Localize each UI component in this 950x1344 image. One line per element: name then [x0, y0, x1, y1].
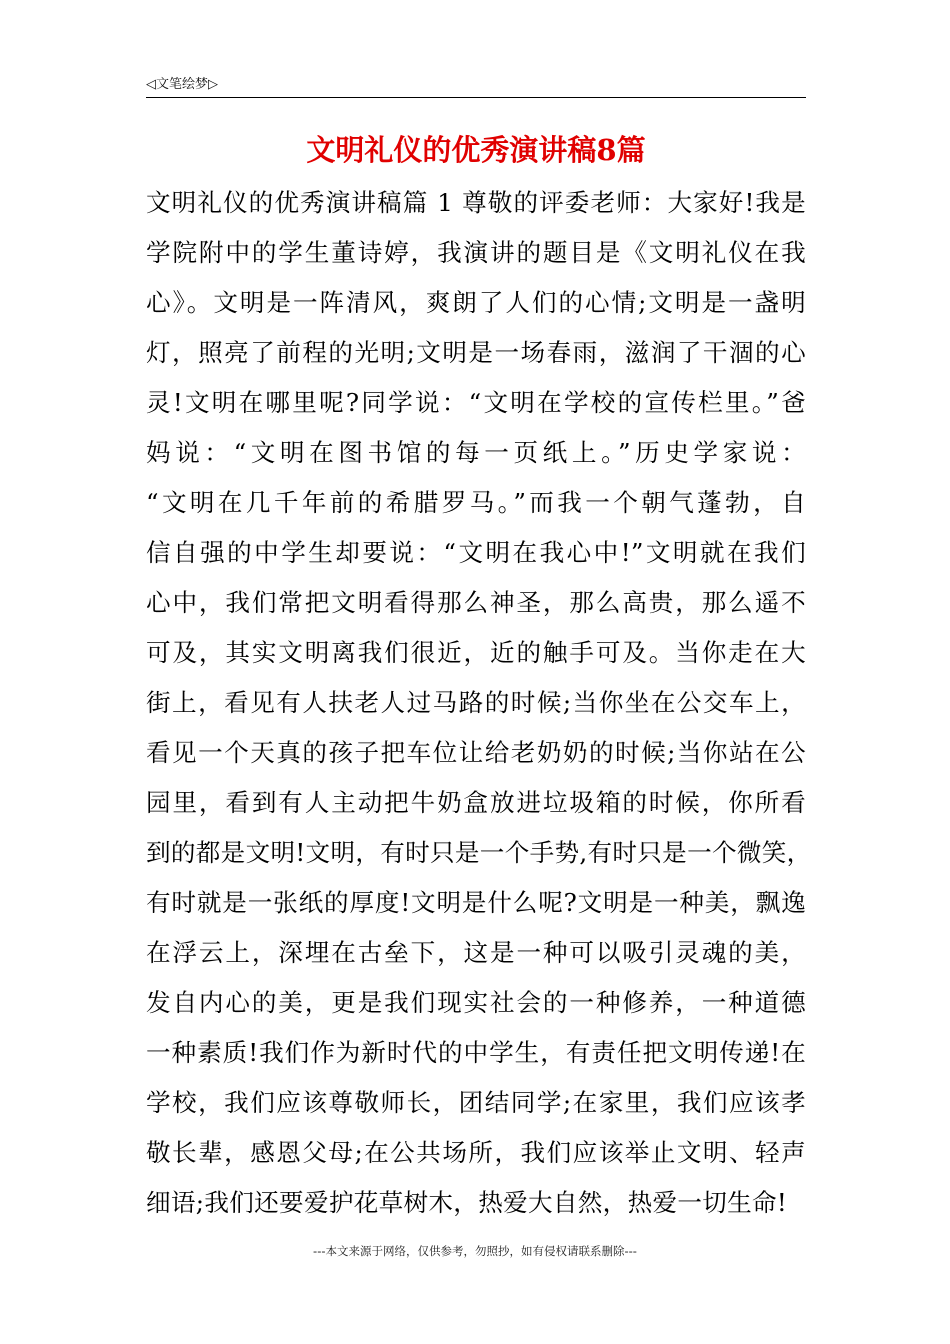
- body-line: 细语;我们还要爱护花草树木，热爱大自然，热爱一切生命!: [146, 1188, 788, 1217]
- body-line: 有时就是一张纸的厚度!文明是什么呢?文明是一种美，飘逸: [146, 888, 806, 917]
- body-line: 到的都是文明!文明，有时只是一个手势,有时只是一个微笑，: [146, 838, 812, 867]
- body-line: 心中，我们常把文明看得那么神圣，那么高贵，那么遥不: [146, 588, 806, 617]
- body-line: 文明礼仪的优秀演讲稿篇 1 尊敬的评委老师：大家好!我是: [146, 188, 806, 217]
- body-line: 在浮云上，深埋在古垒下，这是一种可以吸引灵魂的美，: [146, 938, 806, 967]
- body-line: 一种素质!我们作为新时代的中学生，有责任把文明传递!在: [146, 1038, 806, 1067]
- body-line: 学院附中的学生董诗婷，我演讲的题目是《文明礼仪在我: [146, 238, 806, 267]
- page-footer-disclaimer: ---本文来源于网络，仅供参考，勿照抄，如有侵权请联系删除---: [313, 1244, 637, 1258]
- body-line: 学校，我们应该尊敬师长，团结同学;在家里，我们应该孝: [146, 1088, 806, 1117]
- page-header-label: ◁文笔绘梦▷: [146, 77, 218, 92]
- body-line: 街上，看见有人扶老人过马路的时候;当你坐在公交车上，: [146, 688, 806, 717]
- body-line: 发自内心的美，更是我们现实社会的一种修养，一种道德: [146, 988, 806, 1017]
- body-line: 园里，看到有人主动把牛奶盒放进垃圾箱的时候，你所看: [146, 788, 806, 817]
- body-line: 心》。文明是一阵清风，爽朗了人们的心情;文明是一盏明: [146, 288, 806, 317]
- body-line: 灯，照亮了前程的光明;文明是一场春雨，滋润了干涸的心: [146, 338, 806, 367]
- body-line: 敬长辈，感恩父母;在公共场所，我们应该举止文明、轻声: [146, 1138, 806, 1167]
- body-line: 看见一个天真的孩子把车位让给老奶奶的时候;当你站在公: [146, 738, 806, 767]
- document-body: [146, 178, 812, 1228]
- header-divider: [146, 97, 806, 98]
- body-line: 妈说：“文明在图书馆的每一页纸上。”历史学家说：: [146, 438, 806, 467]
- body-line: 信自强的中学生却要说：“文明在我心中!”文明就在我们: [146, 538, 806, 567]
- document-title: 文明礼仪的优秀演讲稿8篇: [306, 133, 646, 167]
- body-line: 可及，其实文明离我们很近，近的触手可及。当你走在大: [146, 638, 806, 667]
- body-line: 灵!文明在哪里呢?同学说：“文明在学校的宣传栏里。”爸: [146, 388, 806, 417]
- body-line: “文明在几千年前的希腊罗马。”而我一个朝气蓬勃，自: [146, 488, 806, 517]
